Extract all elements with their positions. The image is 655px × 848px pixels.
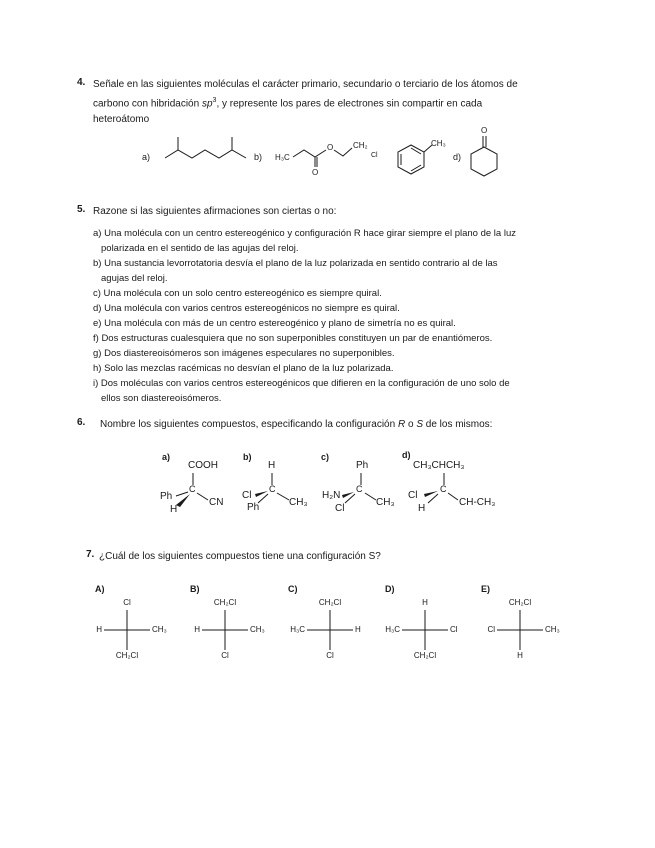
q7-option-a-top: Cl xyxy=(123,598,131,607)
q7-option-e-left: Cl xyxy=(487,625,495,634)
q6-intro-mid: o xyxy=(405,419,417,430)
q4b-h3c: H₃C xyxy=(275,153,290,162)
q7-option-d-top: H xyxy=(422,598,428,607)
q4-line1: Señale en las siguientes moléculas el carácter primario, secundario o terciario de los átomos de xyxy=(93,79,518,90)
q4d-o: O xyxy=(481,126,488,135)
q7-option-c-label: C) xyxy=(288,584,298,594)
q5-item-g: g) Dos diastereoisómeros son imágenes especulares no superponibles. xyxy=(93,348,395,359)
q5-item-i-line1: i) Dos moléculas con varios centros estereogénicos que difieren en la configuración de uno solo de xyxy=(93,378,510,389)
q5-item-i-line2: ellos son diastereoisómeros. xyxy=(101,393,222,404)
q4-line2-post: , y represente los pares de electrones sin compartir en cada xyxy=(216,98,483,110)
q4-number: 4. xyxy=(77,77,86,88)
q7-option-b-top: CH₂Cl xyxy=(213,598,237,607)
q7-number: 7. xyxy=(86,549,95,560)
q4b-o-ester: O xyxy=(327,143,334,152)
q5-item-e: e) Una molécula con más de un centro estereogénico y plano de simetría no es quiral. xyxy=(93,318,456,329)
q6d-left: Cl xyxy=(408,490,418,501)
q7-option-d-right: Cl xyxy=(450,625,458,634)
q7-option-b-right: CH₃ xyxy=(250,625,265,634)
q7-option-e-top: CH₂Cl xyxy=(508,598,532,607)
q7-option-d-bottom: CH₂Cl xyxy=(413,651,437,660)
q6-intro-pre: Nombre los siguientes compuestos, especificando la configuración xyxy=(100,419,398,430)
q5-item-a-line1: a) Una molécula con un centro estereogénico y configuración R hace girar siempre el plano de la luz xyxy=(93,228,516,239)
q7-option-b-left: H xyxy=(194,625,200,634)
q4-sup: 3 xyxy=(212,97,217,104)
q7-option-c-left: H₃C xyxy=(290,625,305,634)
q7-option-a-left: H xyxy=(96,625,102,634)
q5-item-c: c) Una molécula con un solo centro estereogénico es siempre quiral. xyxy=(93,288,382,299)
q5-item-d: d) Una molécula con varios centros estereogénicos no siempre es quiral. xyxy=(93,303,400,314)
q4-label-d: d) xyxy=(453,152,462,162)
q6b-label: b) xyxy=(243,452,252,462)
q7-option-c-right: H xyxy=(355,625,361,634)
q7-option-c-top: CH₂Cl xyxy=(318,598,342,607)
q6c-top: Ph xyxy=(356,460,369,471)
q5-item-a-line2: polarizada en el sentido de las agujas del reloj. xyxy=(101,243,299,254)
q7-option-e-label: E) xyxy=(481,584,490,594)
q6c-left: H₂N xyxy=(322,490,341,501)
q7-option-d-label: D) xyxy=(385,584,395,594)
q6a-top: COOH xyxy=(188,460,218,471)
q6a-left: Ph xyxy=(160,491,173,502)
q6-intro-s: S xyxy=(416,419,423,430)
q7-option-c-bottom: Cl xyxy=(326,651,334,660)
q7-option-e-bottom: H xyxy=(517,651,523,660)
q6d-right: CH-CH₃ xyxy=(459,497,496,508)
q6b-c: C xyxy=(269,484,276,494)
q4-sp: sp xyxy=(201,98,213,110)
q6c-right: CH₃ xyxy=(376,497,395,508)
q6a-bottom: H xyxy=(170,504,178,515)
q4b-ch2: CH₂ xyxy=(353,141,368,150)
q6d-top: CH₃CHCH₃ xyxy=(413,460,465,471)
q6a-c: C xyxy=(189,484,196,494)
q6-intro-post: de los mismos: xyxy=(422,419,493,430)
q6d-bottom: H xyxy=(418,503,426,514)
q7-option-a-label: A) xyxy=(95,584,105,594)
q5-item-h: h) Solo las mezclas racémicas no desvían el plano de la luz polarizada. xyxy=(93,363,394,374)
q7-option-e-right: CH₃ xyxy=(545,625,560,634)
q6d-label: d) xyxy=(402,450,411,460)
q4-line3: heteroátomo xyxy=(93,114,150,126)
q6c-c: C xyxy=(356,484,363,494)
q7-option-d-left: H₃C xyxy=(385,625,400,634)
q7-option-b-label: B) xyxy=(190,584,200,594)
q5-intro: Razone si las siguientes afirmaciones son ciertas o no: xyxy=(93,206,337,217)
q4b-cl: Cl xyxy=(371,152,378,159)
q6c-bottom: Cl xyxy=(335,503,345,514)
q5-item-b-line2: agujas del reloj. xyxy=(101,273,168,284)
q7-option-a-bottom: CH₂Cl xyxy=(115,651,139,660)
q5-item-b-line1: b) Una sustancia levorrotatoria desvía el plano de la luz polarizada en sentido contrario al de las xyxy=(93,258,498,269)
q6d-c: C xyxy=(440,484,447,494)
q4-line2-pre: carbono con hibridación xyxy=(93,98,202,110)
q6a-right: CN xyxy=(209,497,224,508)
q4-label-a: a) xyxy=(142,152,151,162)
q6b-bottom: Ph xyxy=(247,502,260,513)
q5-number: 5. xyxy=(77,204,86,215)
q5-item-f: f) Dos estructuras cualesquiera que no son superponibles constituyen un par de enantiómeros. xyxy=(93,333,493,344)
q7-intro: ¿Cuál de los siguientes compuestos tiene una configuración S? xyxy=(99,551,381,562)
q4b-o-carbonyl: O xyxy=(312,168,319,177)
q6b-left: Cl xyxy=(242,490,252,501)
q4-label-b: b) xyxy=(254,152,263,162)
q6-intro-r: R xyxy=(397,419,406,430)
q6-number: 6. xyxy=(77,417,86,428)
q7-option-b-bottom: Cl xyxy=(221,651,229,660)
q6c-label: c) xyxy=(321,452,330,462)
q7-option-a-right: CH₃ xyxy=(152,625,167,634)
q4c-ch3: CH₃ xyxy=(431,139,446,148)
q6a-label: a) xyxy=(162,452,171,462)
q6b-right: CH₃ xyxy=(289,497,308,508)
q6b-top: H xyxy=(268,460,276,471)
